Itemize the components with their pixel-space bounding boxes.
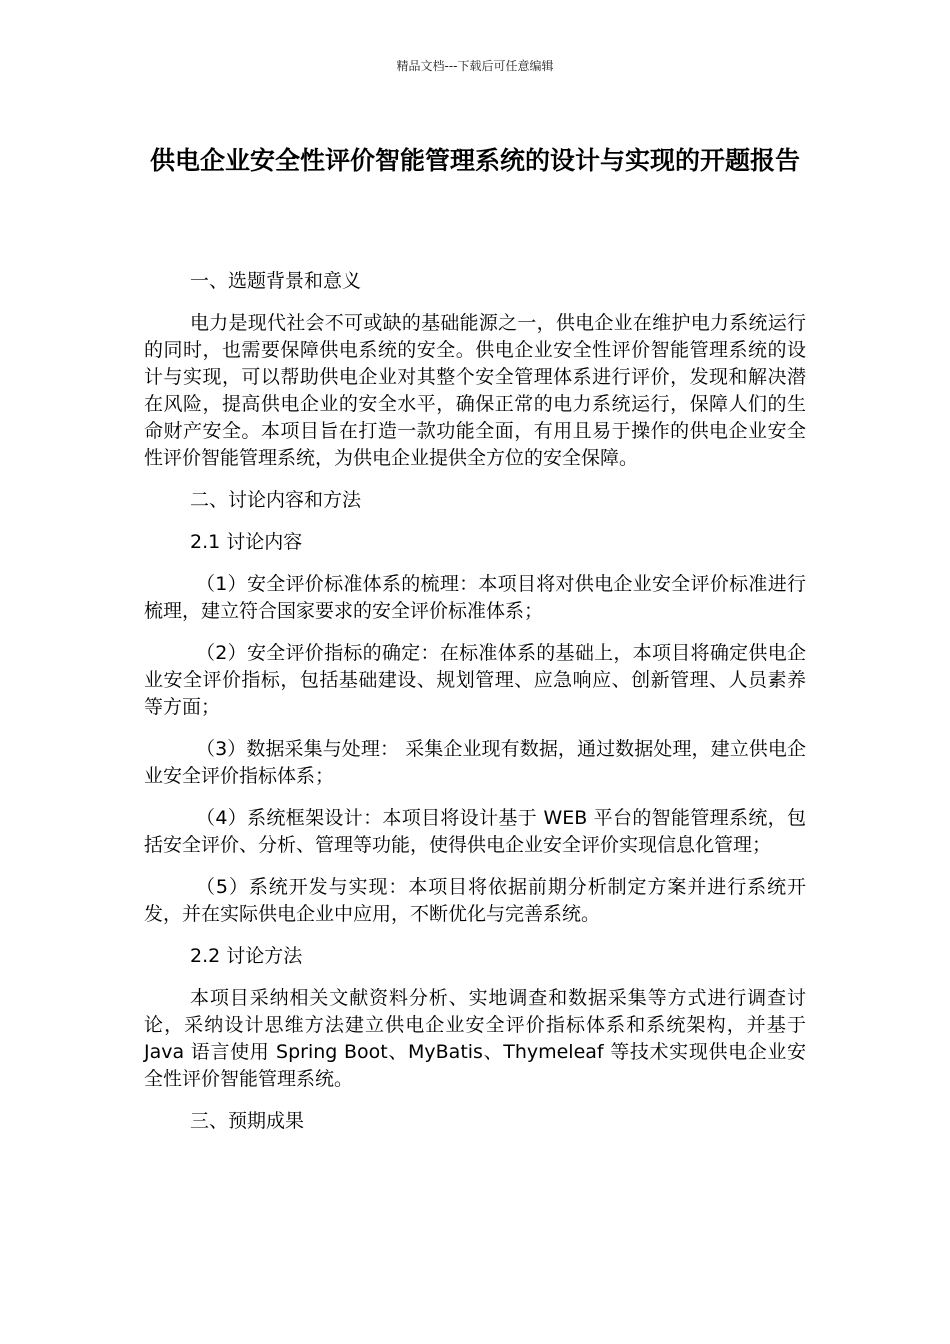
- document-body: [144, 268, 806, 1150]
- content-item-2: （2）安全评价指标的确定：在标准体系的基础上，本项目将确定供电企业安全评价指标，包括基础建设、规划管理、应急响应、创新管理、人员素养等方面；: [144, 642, 806, 718]
- subsection-heading-content: 2.1 讨论内容: [190, 531, 303, 553]
- content-item-3: （3）数据采集与处理： 采集企业现有数据，通过数据处理，建立供电企业安全评价指标体系；: [144, 738, 806, 787]
- section-heading-background: 一、选题背景和意义: [190, 270, 362, 292]
- background-paragraph: 电力是现代社会不可或缺的基础能源之一，供电企业在维护电力系统运行的同时，也需要保障供电系统的安全。供电企业安全性评价智能管理系统的设计与实现，可以帮助供电企业对其整个安全管理体系进行评价，发现和解决潜在风险，提高供电企业的安全水平，确保正常的电力系统运行，保障人们的生命财产安全。本项目旨在打造一款功能全面，有用且易于操作的供电企业安全性评价智能管理系统，为供电企业提供全方位的安全保障。: [144, 312, 806, 469]
- subsection-heading-method: 2.2 讨论方法: [190, 945, 303, 967]
- header-note: 精品文档---下载后可任意编辑: [396, 59, 554, 73]
- section-heading-expected-results: 三、预期成果: [190, 1110, 305, 1132]
- content-item-4: （4）系统框架设计：本项目将设计基于 WEB 平台的智能管理系统，包括安全评价、分析、管理等功能，使得供电企业安全评价实现信息化管理；: [144, 807, 806, 856]
- method-paragraph: 本项目采纳相关文献资料分析、实地调查和数据采集等方式进行调查讨论，采纳设计思维方法建立供电企业安全评价指标体系和系统架构，并基于 Java 语言使用 Spring Boot、MyBatis、Thymeleaf 等技术实现供电企业安全性评价智能管理系统。: [144, 987, 806, 1090]
- content-item-1: （1）安全评价标准体系的梳理：本项目将对供电企业安全评价标准进行梳理，建立符合国家要求的安全评价标准体系；: [144, 573, 806, 622]
- document-title: 供电企业安全性评价智能管理系统的设计与实现的开题报告: [149, 146, 800, 175]
- content-item-5: （5）系统开发与实现：本项目将依据前期分析制定方案并进行系统开发，并在实际供电企业中应用，不断优化与完善系统。: [144, 876, 806, 925]
- section-heading-content-method: 二、讨论内容和方法: [190, 489, 362, 511]
